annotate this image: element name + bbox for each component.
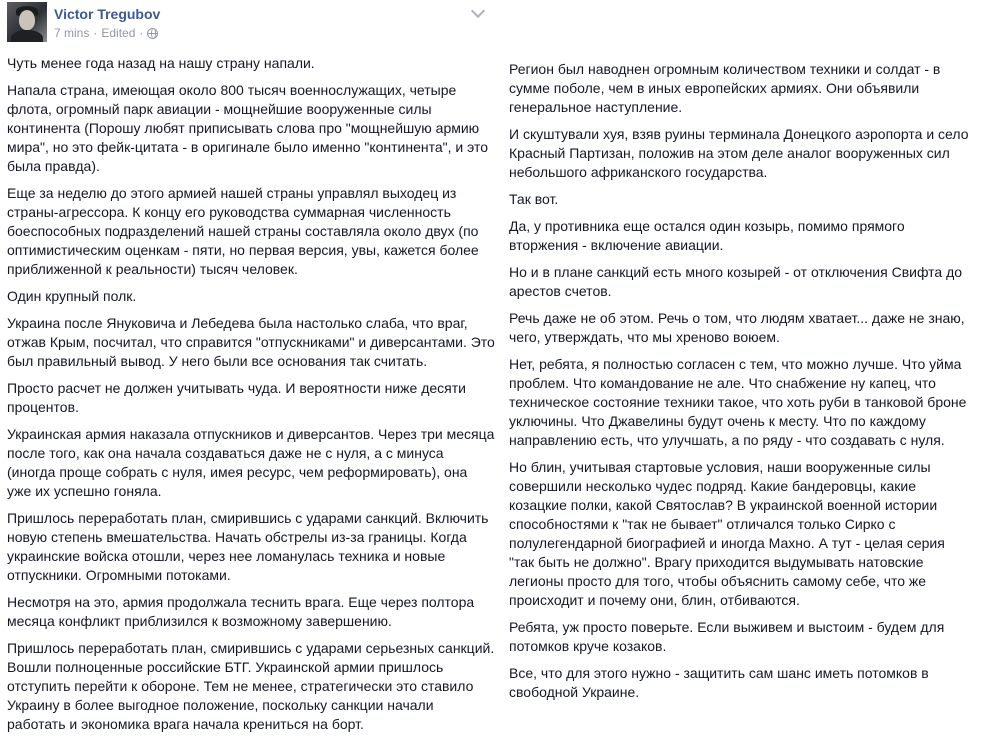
meta-separator-2: · [139, 26, 144, 40]
paragraph: Еще за неделю до этого армией нашей страны управлял выходец из страны-агрессора. К концу его руководства суммарная численность боеспособных подразделений нашей страны составляла около двух (по оптимистическим оценкам - пяти, но первая версия, увы, кажется более приближенной к реальности) тысяч человек. [7, 185, 479, 277]
paragraph: Украина после Януковича и Лебедева была настолько слаба, что враг, отжав Крым, посчитал, что справится "отпускниками" и диверсантами. Это был правильный вывод. У него были все основания так считать. [7, 315, 495, 369]
paragraph: Все, что для этого нужно - защитить сам шанс иметь потомков в свободной Украине. [509, 665, 929, 700]
paragraph: Украинская армия наказала отпускников и диверсантов. Через три месяца после того, как она начала создаваться даже не с нуля, а с минуса (иногда проще собрать с нуля, имея ресурс, чем реформировать), она уже их успешно гоняла. [7, 426, 495, 499]
chevron-down-icon[interactable] [471, 4, 485, 18]
paragraph: Нет, ребята, я полностью согласен с тем, что можно лучше. Что уйма проблем. Что командование не але. Что снабжение ну капец, что техническое состояние техники такое, что хоть руби в танковой броне уключины. Что Джавелины будут очень к месту. Что по каждому направлению есть, что улучшать, а по ряду - что создавать с нуля. [509, 356, 967, 448]
paragraph: Ребята, уж просто поверьте. Если выживем и выстоим - будем для потомков круче козаков. [509, 619, 945, 654]
paragraph: Так вот. [509, 191, 559, 207]
paragraph: Регион был наводнен огромным количеством техники и солдат - в сумме поболе, чем в иных европейских армиях. Они объявили генеральное наступление. [509, 61, 941, 115]
paragraph: Речь даже не об этом. Речь о том, что людям хватает... даже не знаю, чего, утверждать, что мы хреново воюем. [509, 310, 965, 345]
paragraph: Пришлось переработать план, смирившись с ударами санкций. Включить новую степень вмешательства. Начать обстрелы из-за границы. Когда украинские войска отошли, через нее ломанулась техника и новые отпускники. Огромными потоками. [7, 510, 489, 583]
post-header [7, 0, 977, 48]
avatar-shoulders [11, 30, 43, 42]
post-timestamp[interactable]: 7 mins [54, 26, 90, 40]
paragraph: И скуштували хуя, взяв руины терминала Донецкого аэропорта и село Красный Партизан, положив на этом деле аналог вооруженных сил небольшого африканского государства. [509, 126, 969, 180]
paragraph: Но и в плане санкций есть много козырей - от отключения Свифта до арестов счетов. [509, 264, 963, 299]
paragraph: Просто расчет не должен учитывать чуда. И вероятности ниже десяти процентов. [7, 380, 466, 415]
paragraph: Чуть менее года назад на нашу страну напали. [7, 55, 315, 71]
paragraph: Да, у противника еще остался один козырь, помимо прямого вторжения - включение авиации. [509, 218, 905, 253]
paragraph: Но блин, учитывая стартовые условия, наши вооруженные силы совершили несколько чудес подряд. Какие бандеровцы, какие козацкие полки, какой Святослав? В украинской военной истории способностями к "так не бывает" отличался только Сирко с полулегендарной биографией и иногда Махно. А тут - целая серия "так быть не должно". Врагу приходится выдумывать натовские легионы просто для того, чтобы объяснить самому себе, что же происходит и почему они, блин, отбиваются. [509, 459, 945, 608]
author-name[interactable]: Victor Tregubov [54, 6, 161, 22]
edited-label[interactable]: Edited [101, 26, 136, 40]
avatar[interactable] [7, 2, 47, 42]
post-meta [54, 26, 158, 40]
avatar-face [19, 10, 35, 30]
globe-icon[interactable] [147, 28, 158, 39]
paragraph: Напала страна, имеющая около 800 тысяч военнослужащих, четыре флота, огромный парк авиации - мощнейшие вооруженные силы континента (Порошу любят приписывать слова про "мощнейшую армию мира", но это фейк-цитата - в оригинале было именно "континента", и это была правда). [7, 82, 488, 174]
post-text-left-column [7, 54, 495, 742]
post-text-right-column [509, 60, 973, 710]
meta-separator: · [93, 26, 98, 40]
paragraph: Один крупный полк. [7, 288, 137, 304]
paragraph: Пришлось переработать план, смирившись с ударами серьезных санкций. Вошли полноценные российские БТГ. Украинской армии пришлось отступить перейти к обороне. Тем не менее, стратегически это ставило Украину в более выгодное положение, поскольку санкции начали работать и экономика врага начала крениться на борт. [7, 640, 495, 732]
paragraph: Несмотря на это, армия продолжала теснить врага. Еще через полтора месяца конфликт приблизился к возможному завершению. [7, 594, 475, 629]
